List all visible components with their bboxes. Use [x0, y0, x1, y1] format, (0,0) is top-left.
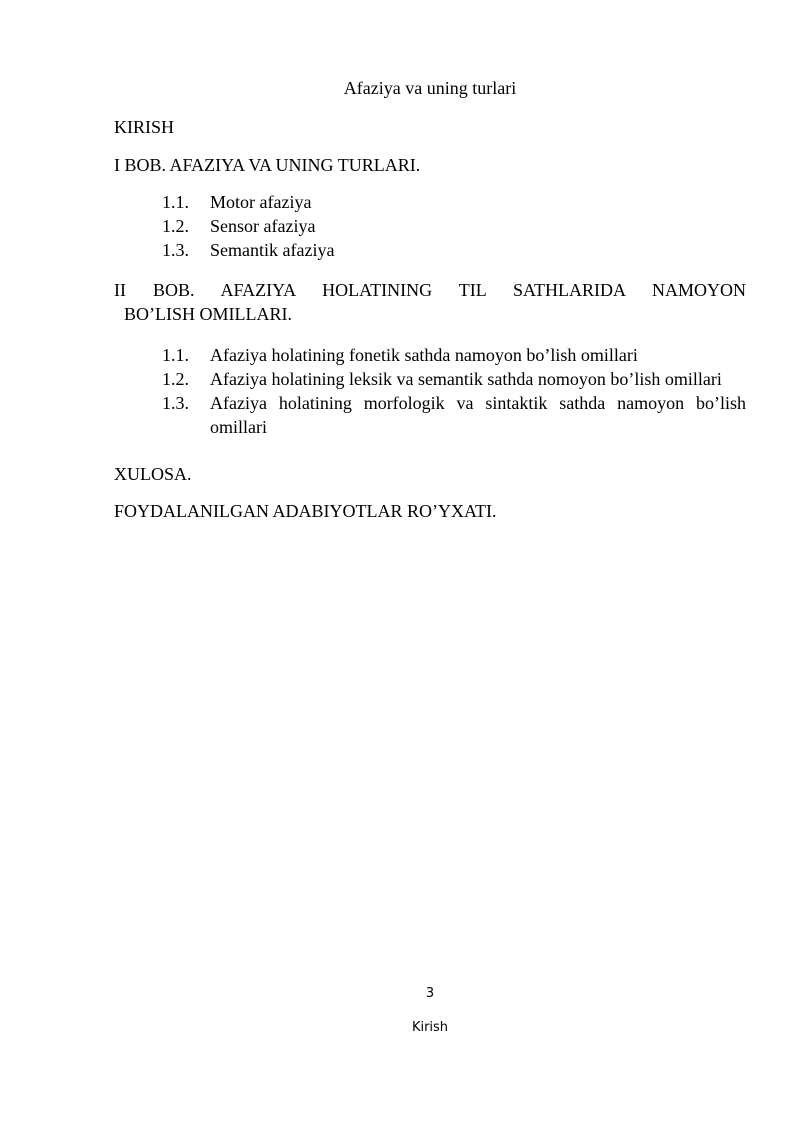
chapter2-heading [114, 278, 746, 326]
list-item [162, 190, 746, 214]
footer-label: Kirish [411, 1020, 449, 1035]
section-references: FOYDALANILGAN ADABIYOTLAR RO’YXATI. [114, 501, 497, 521]
list-item-text: Sensor afaziya [210, 216, 316, 236]
list-item [162, 367, 746, 391]
list-item-text: Semantik afaziya [210, 240, 335, 260]
page-number: 3 [425, 986, 435, 1001]
chapter1-heading: I BOB. AFAZIYA VA UNING TURLARI. [114, 155, 421, 175]
list-item [162, 238, 746, 262]
list-item [162, 214, 746, 238]
list-item [162, 391, 746, 439]
list-item-number: 1.2. [162, 216, 189, 236]
list-item-number: 1.2. [162, 369, 189, 389]
list-item-text: Afaziya holatining morfologik va sintaktik sathda namoyon bo’lish omillari [210, 393, 746, 437]
list-item-text: Afaziya holatining fonetik sathda namoyon bo’lish omillari [210, 345, 638, 365]
section-xulosa: XULOSA. [114, 464, 192, 484]
chapter2-list [162, 343, 746, 439]
chapter2-heading-line1: II BOB. AFAZIYA HOLATINING TIL SATHLARIDA NAMOYON [114, 280, 746, 300]
chapter2-heading-line2: BO’LISH OMILLARI. [124, 304, 292, 324]
section-kirish: KIRISH [114, 117, 175, 137]
document-title: Afaziya va uning turlari [343, 78, 517, 98]
list-item-number: 1.1. [162, 345, 189, 365]
list-item [162, 343, 746, 367]
list-item-number: 1.3. [162, 393, 189, 413]
list-item-text: Motor afaziya [210, 192, 312, 212]
list-item-number: 1.1. [162, 192, 189, 212]
list-item-number: 1.3. [162, 240, 189, 260]
chapter1-list [162, 190, 746, 262]
list-item-text: Afaziya holatining leksik va semantik sathda nomoyon bo’lish omillari [210, 369, 722, 389]
